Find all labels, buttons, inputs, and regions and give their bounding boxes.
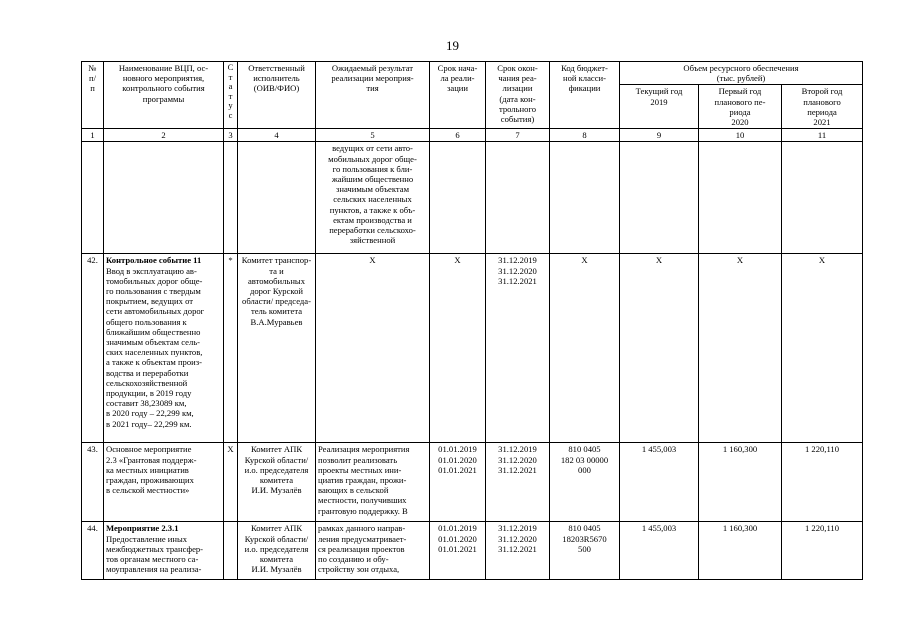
text-line: Второй год bbox=[801, 86, 843, 97]
row-amount-2020: 1 160,300 bbox=[699, 443, 782, 522]
table-row-44 bbox=[82, 522, 863, 580]
row-status: Х bbox=[224, 443, 238, 522]
text-line: 01.01.2020 bbox=[438, 454, 477, 465]
row-name bbox=[104, 522, 224, 580]
text-line: тов органам местного са- bbox=[106, 554, 199, 565]
text-line: в 2021 году– 22,299 км. bbox=[106, 418, 192, 429]
header-status bbox=[224, 62, 238, 129]
header-responsible bbox=[238, 62, 316, 129]
text-line: 810 0405 bbox=[568, 444, 601, 455]
text-line: Предоставление иных bbox=[106, 533, 188, 544]
row-responsible bbox=[238, 443, 316, 522]
text-line: 18203R5670 bbox=[562, 533, 607, 544]
text-line: в 2020 году – 22,299 км, bbox=[106, 408, 194, 419]
header-row-top bbox=[82, 62, 863, 85]
continued-result bbox=[316, 142, 430, 254]
table-row-43 bbox=[82, 443, 863, 522]
row-result bbox=[316, 522, 430, 580]
text-line: лизации bbox=[502, 83, 533, 94]
row-amount-2021: 1 220,110 bbox=[782, 522, 863, 580]
text-line: 31.12.2019 bbox=[498, 255, 537, 266]
text-line: 31.12.2021 bbox=[498, 464, 537, 475]
column-number: 9 bbox=[620, 129, 699, 142]
text-line: сельскохозяйственной bbox=[106, 377, 188, 388]
text-line: дорог Курской bbox=[249, 286, 304, 297]
text-line: в сельской местности» bbox=[106, 485, 190, 496]
text-line: позволит реализовать bbox=[318, 454, 398, 465]
text-line: продукции, в 2019 году bbox=[106, 388, 192, 399]
text-line: риода bbox=[729, 106, 751, 117]
text-line: Комитет транспор- bbox=[241, 255, 312, 266]
header-end bbox=[486, 62, 550, 129]
row-budget-code bbox=[550, 443, 620, 522]
row-status bbox=[224, 522, 238, 580]
row-start bbox=[430, 443, 486, 522]
text-line: Срок нача- bbox=[437, 63, 478, 73]
column-number: 7 bbox=[486, 129, 550, 142]
column-number: 11 bbox=[782, 129, 863, 142]
text-line: Объем ресурсного обеспечения bbox=[683, 63, 799, 73]
text-line: водства и переработки bbox=[106, 367, 189, 378]
text-line: составит 38,23089 км, bbox=[106, 398, 187, 409]
text-line: томобильных дорог обще- bbox=[106, 275, 203, 286]
text-line: ских населенных пунктов, bbox=[106, 347, 203, 358]
row-start: Х bbox=[430, 254, 486, 443]
text-line: области/ председа- bbox=[242, 296, 311, 307]
column-number: 3 bbox=[224, 129, 238, 142]
text-line: 000 bbox=[578, 464, 591, 475]
column-number: 1 bbox=[82, 129, 104, 142]
text-line: и.о. председателя bbox=[244, 543, 309, 554]
column-number-row bbox=[82, 129, 863, 142]
text-line: 2020 bbox=[731, 117, 749, 128]
header-budget-code bbox=[550, 62, 620, 129]
header-number bbox=[82, 62, 104, 129]
text-line: местности, получивших bbox=[318, 495, 407, 506]
column-number: 2 bbox=[104, 129, 224, 142]
text-line: Курской области/ bbox=[244, 533, 309, 544]
text-line: И.И. Музалёв bbox=[251, 485, 302, 496]
row-budget-code bbox=[550, 522, 620, 580]
text-line: ближайшим общественно bbox=[106, 326, 201, 337]
text-line: по созданию и обу- bbox=[318, 554, 389, 565]
page-number: 19 bbox=[446, 38, 459, 53]
text-line: сети автомобильных дорог bbox=[106, 306, 205, 317]
row-amount-2019: 1 455,003 bbox=[620, 443, 699, 522]
row-responsible bbox=[238, 522, 316, 580]
text-line: № bbox=[88, 63, 97, 73]
control-event-title: Контрольное событие 11 bbox=[106, 255, 202, 266]
row-result bbox=[316, 443, 430, 522]
row-end bbox=[486, 443, 550, 522]
text-line: зяйственной bbox=[349, 235, 396, 246]
text-line: граждан, проживающих bbox=[106, 475, 194, 486]
text-line: 500 bbox=[578, 543, 591, 554]
row-end bbox=[486, 254, 550, 443]
text-line: чания реа- bbox=[498, 73, 537, 84]
activity-description bbox=[106, 534, 221, 575]
text-line: го пользования с твердым bbox=[106, 286, 201, 297]
text-line: с bbox=[228, 109, 233, 120]
text-line: трольного bbox=[498, 103, 537, 114]
header-year-current bbox=[620, 85, 699, 129]
text-line: ла реали- bbox=[440, 73, 475, 84]
program-table bbox=[81, 61, 863, 580]
text-line: 810 0405 bbox=[568, 523, 601, 534]
text-line: Ввод в эксплуатацию ав- bbox=[106, 265, 197, 276]
text-line: Реализация мероприятия bbox=[318, 444, 410, 455]
text-line: а bbox=[228, 81, 233, 92]
column-number: 10 bbox=[699, 129, 782, 142]
row-amount-2019: 1 455,003 bbox=[620, 522, 699, 580]
text-line: 182 03 00000 bbox=[560, 454, 609, 465]
row-name bbox=[104, 254, 224, 443]
text-line: ведущих от сети авто- bbox=[332, 143, 413, 154]
text-line: стройству зон отдыха, bbox=[318, 564, 400, 575]
text-line: программы bbox=[142, 93, 185, 104]
text-line: комитета bbox=[259, 554, 294, 565]
text-line: Первый год bbox=[718, 86, 762, 97]
text-line: события) bbox=[500, 114, 535, 125]
text-line: комитета bbox=[259, 475, 294, 486]
text-line: и.о. председателя bbox=[244, 464, 309, 475]
text-line: Код бюджет- bbox=[561, 63, 608, 73]
row-amount-2020: Х bbox=[699, 254, 782, 443]
table-row-continuation bbox=[82, 142, 863, 254]
text-line: реализации мероприя- bbox=[331, 73, 414, 84]
text-line: т bbox=[228, 90, 233, 101]
column-number: 6 bbox=[430, 129, 486, 142]
text-line: периода bbox=[807, 106, 837, 117]
text-line: значимым объектам сель- bbox=[106, 337, 201, 348]
row-amount-2021: Х bbox=[782, 254, 863, 443]
text-line: 01.01.2019 bbox=[438, 523, 477, 534]
text-line: ной класси- bbox=[562, 73, 606, 84]
row-result: Х bbox=[316, 254, 430, 443]
text-line: (ОИВ/ФИО) bbox=[253, 83, 300, 94]
text-line: 31.12.2019 bbox=[498, 444, 537, 455]
text-line: го пользования к бли- bbox=[332, 163, 413, 174]
text-line: моуправления на реализа- bbox=[106, 564, 202, 575]
row-amount-2021: 1 220,110 bbox=[782, 443, 863, 522]
text-line: вающих в сельской bbox=[318, 485, 389, 496]
text-line: 01.01.2021 bbox=[438, 543, 477, 554]
text-line: а также к объектам произ- bbox=[106, 357, 203, 368]
text-line: значимым объектам bbox=[335, 184, 410, 195]
row-amount-2020: 1 160,300 bbox=[699, 522, 782, 580]
text-line: планового пе- bbox=[714, 96, 766, 107]
header-year-second bbox=[782, 85, 863, 129]
text-line: фикации bbox=[568, 83, 601, 94]
text-line: общего пользования к bbox=[106, 316, 187, 327]
row-name bbox=[104, 443, 224, 522]
text-line: ления предусматривает- bbox=[318, 533, 407, 544]
text-line: 01.01.2019 bbox=[438, 444, 477, 455]
text-line: 01.01.2020 bbox=[438, 533, 477, 544]
text-line: Ожидаемый результат bbox=[331, 63, 414, 73]
text-line: 31.12.2021 bbox=[498, 275, 537, 286]
text-line: покрытием, ведущих от bbox=[106, 296, 194, 307]
text-line: мобильных дорог обще- bbox=[328, 153, 417, 164]
text-line: Наименование ВЦП, ос- bbox=[118, 63, 209, 73]
text-line: Основное мероприятие bbox=[106, 444, 192, 455]
text-line: В.А.Муравьев bbox=[250, 316, 303, 327]
text-line: 31.12.2021 bbox=[498, 543, 537, 554]
text-line: Комитет АПК bbox=[250, 444, 303, 455]
text-line: проекты местных ини- bbox=[318, 464, 402, 475]
text-line: пунктов, а также к объ- bbox=[329, 204, 416, 215]
control-event-description bbox=[106, 266, 221, 429]
row-start bbox=[430, 522, 486, 580]
text-line: грантовую поддержку. В bbox=[318, 505, 408, 516]
text-line: 31.12.2020 bbox=[498, 454, 537, 465]
text-line: И.И. Музалёв bbox=[251, 564, 302, 575]
text-line: та и автомобильных bbox=[247, 265, 306, 286]
header-name bbox=[104, 62, 224, 129]
text-line: рамках данного направ- bbox=[318, 523, 406, 534]
table-row-42 bbox=[82, 254, 863, 443]
row-responsible bbox=[238, 254, 316, 443]
text-line: С bbox=[227, 62, 234, 72]
text-line: Срок окон- bbox=[497, 63, 538, 73]
text-line: 31.12.2020 bbox=[498, 533, 537, 544]
text-line: 01.01.2021 bbox=[438, 464, 477, 475]
text-line: тия bbox=[366, 83, 379, 94]
text-line: (тыс. рублей) bbox=[716, 73, 766, 84]
text-line: Курской области/ bbox=[244, 454, 309, 465]
text-line: Ответственный bbox=[248, 63, 305, 73]
text-line: тель комитета bbox=[250, 306, 303, 317]
row-number: 44. bbox=[82, 522, 104, 580]
text-line: п bbox=[90, 83, 95, 94]
column-number: 4 bbox=[238, 129, 316, 142]
row-budget-code: Х bbox=[550, 254, 620, 443]
text-line: ектам производства и bbox=[333, 214, 412, 225]
text-line: 2.3 «Грантовая поддерж- bbox=[106, 454, 197, 465]
text-line: п/ bbox=[89, 73, 96, 84]
text-line: исполнитель bbox=[253, 73, 300, 84]
text-line: 2019 bbox=[650, 96, 668, 107]
text-line: планового bbox=[803, 96, 841, 107]
column-number: 8 bbox=[550, 129, 620, 142]
header-start bbox=[430, 62, 486, 129]
header-year-first bbox=[699, 85, 782, 129]
text-line: у bbox=[228, 100, 233, 111]
text-line: жайшим общественно bbox=[331, 174, 414, 185]
text-line: (дата кон- bbox=[499, 93, 536, 104]
header-resources bbox=[620, 62, 863, 85]
text-line: ка местных инициатив bbox=[106, 464, 189, 475]
text-line: 2021 bbox=[813, 117, 831, 128]
text-line: т bbox=[228, 71, 233, 82]
text-line: переработки сельскохо- bbox=[329, 225, 416, 236]
header-result bbox=[316, 62, 430, 129]
text-line: зации bbox=[446, 83, 468, 94]
text-line: Комитет АПК bbox=[250, 523, 303, 534]
row-amount-2019: Х bbox=[620, 254, 699, 443]
text-line: новного мероприятия, bbox=[122, 73, 205, 84]
text-line: 31.12.2020 bbox=[498, 265, 537, 276]
text-line: межбюджетных трансфер- bbox=[106, 543, 204, 554]
text-line: сельских населенных bbox=[333, 194, 412, 205]
text-line: контрольного события bbox=[122, 83, 205, 94]
row-number: 43. bbox=[82, 443, 104, 522]
text-line: 31.12.2019 bbox=[498, 523, 537, 534]
text-line: ся реализация проектов bbox=[318, 543, 405, 554]
column-number: 5 bbox=[316, 129, 430, 142]
text-line: циатив граждан, прожи- bbox=[318, 475, 407, 486]
activity-title: Мероприятие 2.3.1 bbox=[106, 523, 179, 534]
row-status: * bbox=[224, 254, 238, 443]
row-number: 42. bbox=[82, 254, 104, 443]
row-end bbox=[486, 522, 550, 580]
text-line: Текущий год bbox=[635, 86, 683, 97]
